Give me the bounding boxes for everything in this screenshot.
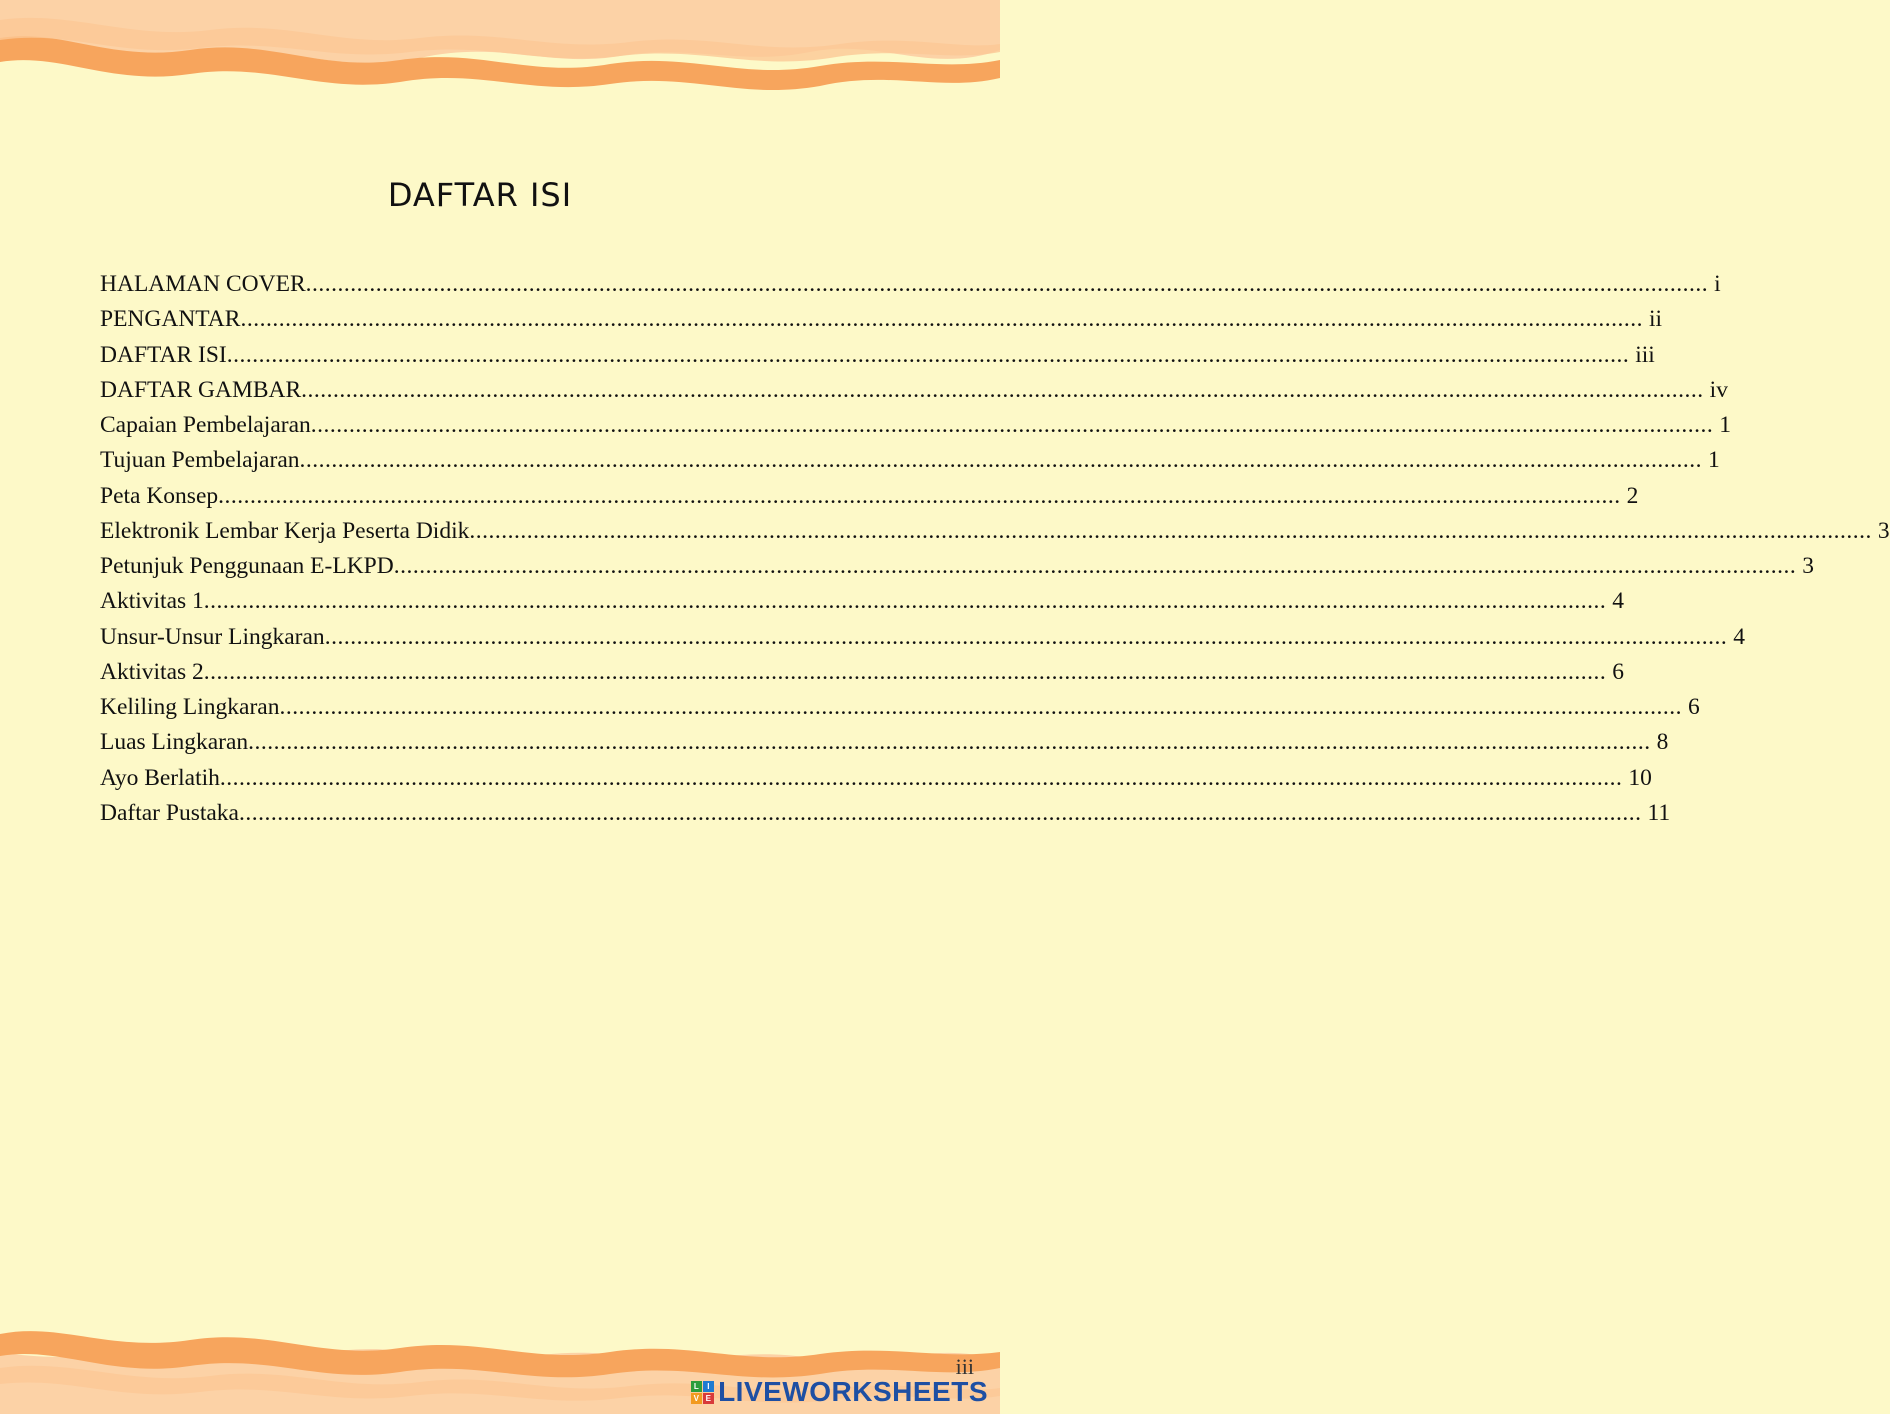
toc-dot-leader: ............................................................................................................................................................................................................................ xyxy=(240,306,1643,333)
toc-entry xyxy=(100,764,1652,800)
toc-entry-label: Aktivitas 1 xyxy=(100,588,204,615)
toc-dot-leader: ............................................................................................................................................................................................................................ xyxy=(248,729,1651,756)
toc-entry-page: iii xyxy=(1635,341,1655,368)
table-of-contents xyxy=(100,271,1890,835)
toc-entry-page: 4 xyxy=(1612,588,1625,615)
toc-entry-label: Tujuan Pembelajaran xyxy=(100,447,300,474)
toc-entry xyxy=(100,306,1662,341)
toc-entry xyxy=(100,447,1720,482)
toc-entry-label: Ayo Berlatih xyxy=(100,764,220,791)
liveworksheets-watermark xyxy=(691,1376,988,1408)
toc-entry xyxy=(100,623,1745,659)
toc-entry xyxy=(100,658,1625,694)
toc-entry-label: Keliling Lingkaran xyxy=(100,694,280,720)
toc-dot-leader: ............................................................................................................................................................................................................................ xyxy=(219,764,1623,791)
toc-entry xyxy=(100,553,1814,588)
toc-entry xyxy=(100,588,1625,623)
toc-dot-leader: ............................................................................................................................................................................................................................ xyxy=(305,271,1709,297)
toc-entry-label: Daftar Pustaka xyxy=(100,799,239,826)
toc-dot-leader: ............................................................................................................................................................................................................................ xyxy=(393,553,1797,579)
toc-entry-page: 3 xyxy=(1802,553,1814,579)
toc-dot-leader: ............................................................................................................................................................................................................................ xyxy=(239,799,1642,826)
page-title: DAFTAR ISI xyxy=(387,176,573,214)
toc-entry xyxy=(100,799,1671,835)
toc-entry-label: Unsur-Unsur Lingkaran xyxy=(100,623,325,650)
toc-entry-page: ii xyxy=(1648,306,1662,333)
toc-entry-page: 6 xyxy=(1612,658,1625,685)
toc-entry-label: Elektronik Lembar Kerja Peserta Didik xyxy=(100,517,470,544)
toc-dot-leader: ............................................................................................................................................................................................................................ xyxy=(469,517,1872,544)
toc-dot-leader: ............................................................................................................................................................................................................................ xyxy=(218,482,1621,509)
toc-entry-page: 4 xyxy=(1733,623,1745,650)
toc-entry-page: 1 xyxy=(1708,447,1720,474)
top-wave-border xyxy=(0,0,1000,110)
toc-dot-leader: ............................................................................................................................................................................................................................ xyxy=(324,623,1728,650)
toc-entry-page: i xyxy=(1714,271,1721,297)
toc-entry xyxy=(100,271,1721,306)
toc-dot-leader: ............................................................................................................................................................................................................................ xyxy=(279,694,1682,720)
toc-entry-page: 10 xyxy=(1628,764,1652,791)
toc-entry-label: Aktivitas 2 xyxy=(100,658,204,685)
toc-entry-label: Luas Lingkaran xyxy=(100,729,249,756)
toc-entry-page: 11 xyxy=(1647,799,1671,826)
toc-dot-leader: ............................................................................................................................................................................................................................ xyxy=(203,658,1607,685)
toc-entry-label: PENGANTAR xyxy=(100,306,241,333)
toc-entry-page: 3 xyxy=(1877,517,1890,544)
toc-entry-label: DAFTAR GAMBAR xyxy=(100,376,302,403)
toc-entry-page: 1 xyxy=(1719,412,1732,438)
liveworksheets-logo-icon: L I V E xyxy=(691,1381,714,1404)
toc-dot-leader: ............................................................................................................................................................................................................................ xyxy=(301,376,1704,403)
toc-entry xyxy=(100,341,1655,377)
toc-entry-label: HALAMAN COVER xyxy=(100,271,306,297)
toc-entry-label: Capaian Pembelajaran xyxy=(100,412,311,438)
toc-entry-page: iv xyxy=(1709,376,1728,403)
toc-dot-leader: ............................................................................................................................................................................................................................ xyxy=(299,447,1702,474)
toc-entry xyxy=(100,517,1890,553)
toc-entry-label: Petunjuk Penggunaan E-LKPD xyxy=(100,553,394,579)
toc-entry xyxy=(100,376,1728,412)
toc-entry-page: 8 xyxy=(1656,729,1669,756)
toc-entry-page: 2 xyxy=(1626,482,1639,509)
toc-entry xyxy=(100,729,1669,764)
toc-entry xyxy=(100,482,1639,518)
page-number: iii xyxy=(955,1354,974,1379)
watermark-text: LIVEWORKSHEETS xyxy=(718,1376,988,1407)
toc-dot-leader: ............................................................................................................................................................................................................................ xyxy=(226,341,1630,368)
toc-dot-leader: ............................................................................................................................................................................................................................ xyxy=(310,412,1714,438)
toc-entry xyxy=(100,412,1732,447)
toc-entry-label: Peta Konsep xyxy=(100,482,219,509)
toc-entry-page: 6 xyxy=(1687,694,1700,720)
toc-entry xyxy=(100,694,1700,729)
toc-entry-label: DAFTAR ISI xyxy=(100,341,227,368)
toc-dot-leader: ............................................................................................................................................................................................................................ xyxy=(203,588,1607,615)
